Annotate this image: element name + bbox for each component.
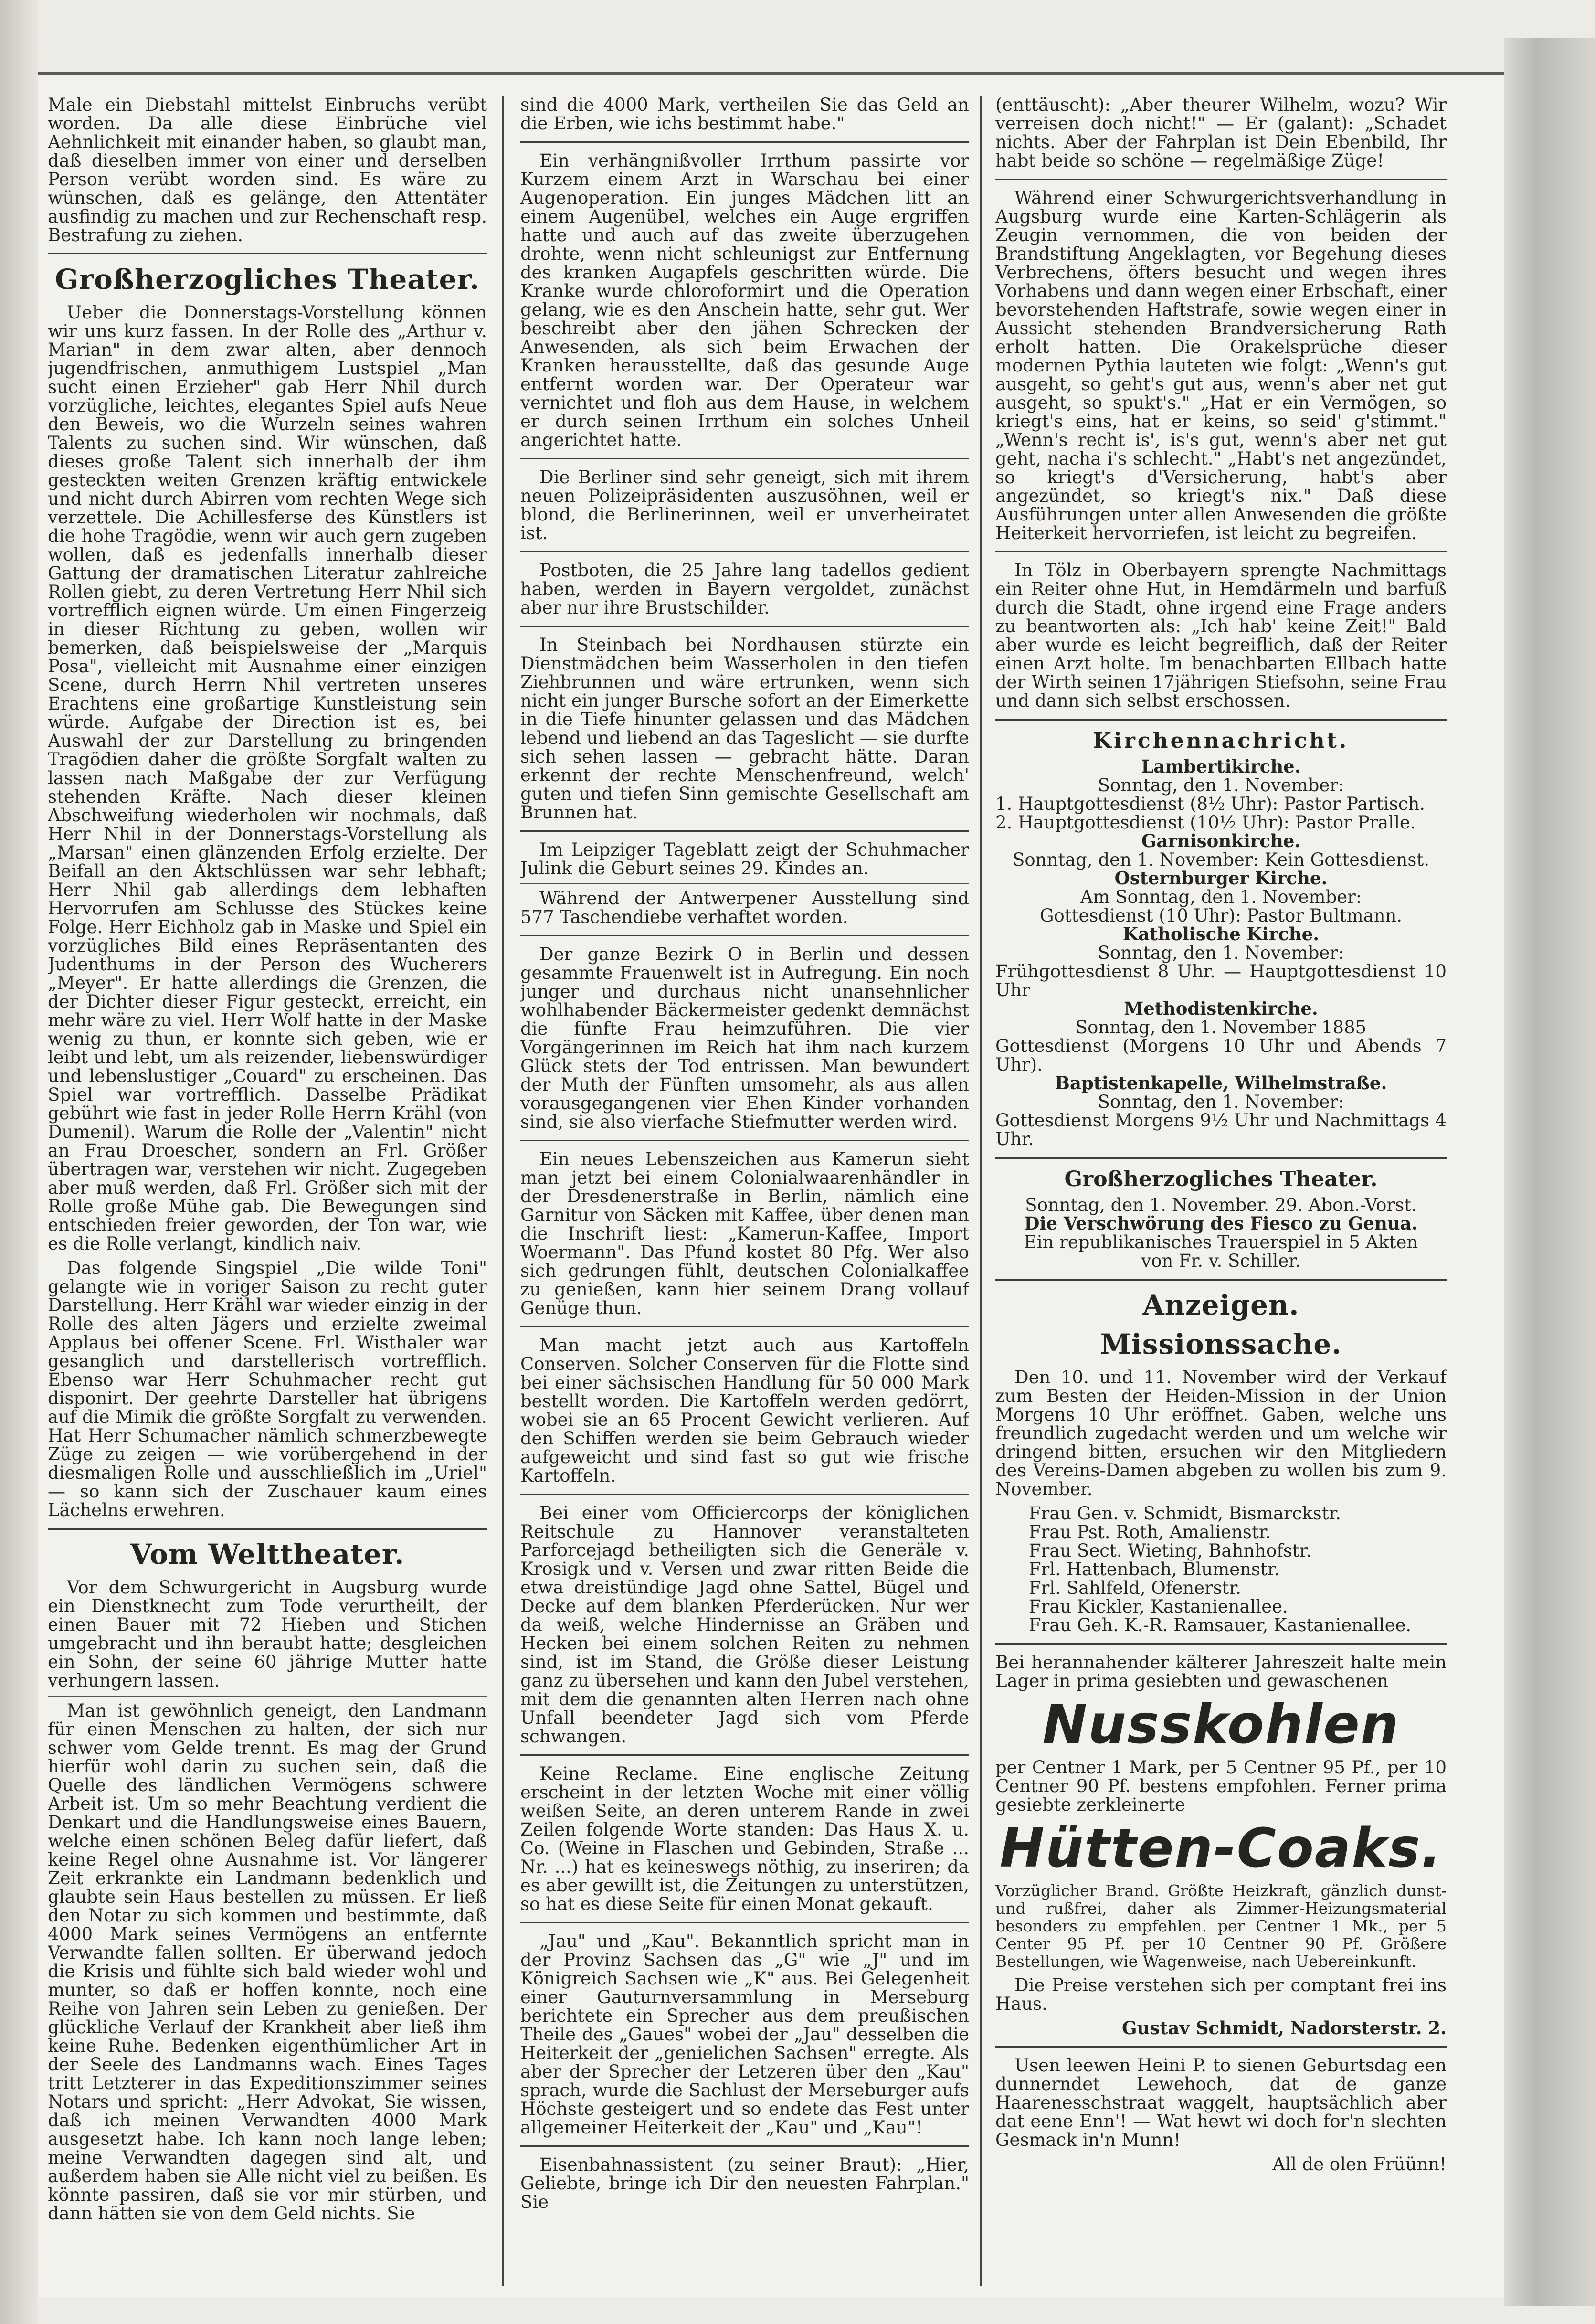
ad-heading-missionssache: Missionssache. [1100, 1328, 1342, 1360]
article-kamerun: Ein neues Lebenszeichen aus Kamerun sieht man jetzt bei einem Colonialwaarenhändler in der Dresdenerstraße in Berlin, nämlich eine Garnitur von Säcken mit Kaffee, über denen man die Inschrift liest: „Kamerun-Kaffee, Import Woermann". Das Pfund kostet 80 Pfg. Wer also sich gedrungen fühlt, deutschen Colonialkaffee zu genießen, kann hier seinem Drang vollauf Genüge thun. [520, 1149, 969, 1318]
divider [520, 830, 969, 832]
mission-address: Frl. Hattenbach, Blumenstr. [1029, 1559, 1280, 1580]
mission-address: Frau Gen. v. Schmidt, Bismarckstr. [1029, 1503, 1341, 1524]
article-landmann: Man ist gewöhnlich geneigt, den Landmann für einen Menschen zu halten, der sich nur schwer vom Gelde trennt. Es mag der Grund hierfür wohl darin zu suchen sein, daß die Quelle des ländlichen Vermögens schwere Arbeit ist. Um so mehr Beachtung verdient die Denkart und die Handlungsweise eines Bauern, welche einen schönen Beleg dafür liefert, daß keine Regel ohne Ausnahme ist. Vor längerer Zeit erkrankte ein Landmann bedenklich und glaubte sein Haus bestellen zu müssen. Er ließ den Notar zu sich kommen und bestimmte, daß 4000 Mark seines Vermögens an entfernte Verwandte fallen sollten. Er überwand jedoch die Krisis und fühlte sich bald wieder wohl und munter, so daß er hoffen konnte, noch eine Reihe von Jahren sein Leben zu genießen. Der glückliche Verlauf der Krankheit aber ließ ihm keine Ruhe. Bedenken eigenthümlicher Art in der Seele des Landmanns wach. Eines Tages tritt Letzterer in das Expeditionszimmer seines Notars und spricht: „Herr Advokat, Sie wissen, daß ich meinen Verwandten 4000 Mark ausgesetzt habe. Ich kann noch lange leben; meine Verwandten dagegen sind alt, und außerdem haben sie Alle nicht viel zu beißen. Es könnte passiren, daß sie vor mir stürben, und dann hätten sie von dem Geld nichts. Sie [48, 1700, 487, 2224]
mission-address: Frau Pst. Roth, Amalienstr. [1029, 1522, 1271, 1542]
mission-address: Frau Geh. K.-R. Ramsauer, Kastanienallee. [1029, 1615, 1412, 1635]
article-dienstmaedchen: In Steinbach bei Nordhausen stürzte ein Dienstmädchen beim Wasserholen in den tiefen Ziehbrunnen und wäre ertrunken, wenn sich nicht ein junger Bursche sofort an der Eimerkette in die Tiefe hinunter gelassen und das Mädchen lebend und liebend an das Tageslicht — sie durfte sich sehen lassen — gebracht hätte. Daran erkennt der rechte Menschenfreund, welch' guten und tiefen Sinn gemischte Gesellschaft am Brunnen hat. [520, 635, 969, 823]
ad-title-huetten-coaks: Hütten-Coaks. [999, 1817, 1443, 1879]
article-reclame: Keine Reclame. Eine englische Zeitung erscheint in der letzten Woche mit einer völlig weißen Seite, an deren unterem Rande in zwei Zeilen folgende Worte standen: Das Haus X. u. Co. (Weine in Flaschen und Gebinden, Straße ... Nr. ...) hat es keineswegs nöthig, zu inseriren; da es aber gewillt ist, die Zeitungen zu unterstützen, so hat es diese Seite für einen Monat gekauft. [520, 1763, 969, 1914]
church-line: 2. Hauptgottesdienst (10½ Uhr): Pastor Pralle. [995, 812, 1416, 833]
mission-address: Frl. Sahlfeld, Ofenerstr. [1029, 1578, 1241, 1598]
church-entry [995, 869, 1447, 925]
church-entry [995, 999, 1447, 1074]
column-separator [502, 96, 504, 2286]
church-line: Sonntag, den 1. November: [1098, 775, 1344, 796]
column-1 [48, 96, 487, 2286]
article-eisenbahnassistent: Eisenbahnassistent (zu seiner Braut): „Hier, Geliebte, bringe ich Dir den neuesten Fahrplan." Sie [520, 2154, 969, 2212]
church-entry [995, 925, 1447, 999]
divider [520, 883, 969, 884]
divider [520, 551, 969, 552]
ad-heini-greeting: Usen leewen Heini P. to sienen Geburtsdag een dunnerndet Lewehoch, dat de ganze Haarenesschstraat waggelt, hauptsächlich aber dat eene Enn'! — Wat hewt wi doch for'n slechten Gesmack in'n Munn! [995, 2055, 1447, 2150]
divider [520, 1922, 969, 1923]
page-edge [1504, 38, 1595, 2306]
divider [995, 1643, 1447, 1645]
top-rule [38, 72, 1504, 75]
ad-heini-signature: All de olen Früünn! [1272, 2154, 1447, 2175]
church-entry [995, 1074, 1447, 1148]
mission-address: Frau Sect. Wieting, Bahnhofstr. [1029, 1540, 1312, 1561]
ad-kohlen-text: per Centner 1 Mark, per 5 Centner 95 Pf., per 10 Centner 90 Pf. bestens empfohlen. Ferner prima gesiebte zerkleinerte [995, 1757, 1447, 1815]
church-name: Katholische Kirche. [1122, 923, 1320, 944]
article-eisenbahn-cont: (enttäuscht): „Aber theurer Wilhelm, wozu? Wir verreisen doch nicht!" — Er (galant): „Schadet nichts. Aber der Fahrplan ist Dein Ebenbild, Ihr habt beide so schöne — regelmäßige Züge! [995, 96, 1447, 171]
theater-date: Sonntag, den 1. November. 29. Abon.-Vorst. [1025, 1195, 1417, 1215]
church-name: Methodistenkirche. [1124, 998, 1318, 1019]
church-line: Sonntag, den 1. November: [1098, 1092, 1344, 1112]
ad-coaks-price: Die Preise verstehen sich per comptant frei ins Haus. [995, 1975, 1447, 2014]
divider [520, 1494, 969, 1495]
article-theater-review-2: Das folgende Singspiel „Die wilde Toni" gelangte wie in voriger Saison zu recht guter Darstellung. Herr Krähl war wieder einzig in der Rolle des alten Jägers und erzielte zweimal Applaus bei offener Scene. Frl. Wisthaler war gesanglich und darstellerisch vortrefflich. Ebenso war Herr Schuhmacher recht gut disponirt. Der geehrte Darsteller hat übrigens auf die Mimik die größte Sorgfalt zu verwenden. Hat Herr Schumacher nämlich schmerzbewegte Züge zu zeigen — wie vorübergehend in der diesmaligen Rolle und ausschließlich im „Uriel" — so kann sich der Zuschauer kaum eines Lächelns erwehren. [48, 1258, 487, 1520]
divider [520, 626, 969, 627]
section-heading-theater-program: Großherzogliches Theater. [1064, 1167, 1378, 1191]
church-name: Garnisonkirche. [1141, 830, 1301, 851]
ad-title-nusskohlen: Nusskohlen [1042, 1694, 1400, 1756]
divider [48, 253, 487, 255]
column-2 [520, 96, 969, 2286]
article-theater-review: Ueber die Donnerstags-Vorstellung können wir uns kurz fassen. In der Rolle des „Arthur v. Marian" in dem zwar alten, aber dennoch jugendfrischen, anmuthigem Lustspiel „Man sucht einen Erzieher" gab Herr Nhil durch vorzügliche, leichtes, elegantes Spiel aufs Neue den Beweis, wo die Wurzeln seines wahren Talents zu suchen sind. Wir wünschen, daß dieses große Talent sich innerhalb der ihm gesteckten weiten Grenzen kräftig entwickele und nicht durch Abirren vom rechten Wege sich verzettele. Die Achillesferse des Künstlers ist die hohe Tragödie, wenn wir auch gern zugeben wollen, daß es jedenfalls innerhalb dieser Gattung der dramatischen Literatur zahlreiche Rollen giebt, zu deren Vertretung Herr Nhil sich vortrefflich eignen würde. Um einen Fingerzeig in dieser Richtung zu geben, wollen wir bemerken, daß beispielsweise der „Marquis Posa", vielleicht mit Ausnahme einer einzigen Scene, durch Herrn Nhil vertreten unseres Erachtens eine großartige Kunstleistung sein würde. Aufgabe der Direction ist es, bei Auswahl der zur Darstellung zu bringenden Tragödien daher die größte Sorgfalt walten zu lassen nach Maßgabe der zur Verfügung stehenden Kräfte. Nach dieser kleinen Abschweifung wiederholen wir nochmals, daß Herr Nhil in der Donnerstags-Vorstellung als „Marsan" einen glänzenden Erfolg erzielte. Der Beifall an den Aktschlüssen war sehr lebhaft; Herr Nhil gab allerdings dem lebhaften Hervorrufen am Schlusse des Stückes keine Folge. Herr Eichholz gab in Maske und Spiel ein vorzügliches Bild eines Repräsentanten des Judenthums in der Person des Wucherers „Meyer". Er hatte allerdings die Grenzen, die der Dichter dieser Figur gesteckt, erreicht, ein mehr wäre zu viel. Herr Wolf hatte in der Maske wenig zu thun, er konnte sich geben, wie er leibt und lebt, um als reizender, liebenswürdiger und lebenslustiger „Couard" zu erscheinen. Das Spiel war vortrefflich. Dasselbe Prädikat gebührt wie fast in jeder Rolle Herrn Krähl (von Dumenil). Warum die Rolle der „Valentin" nicht an Frau Droescher, sondern an Frl. Größer übertragen war, verstehen wir nicht. Zugegeben aber muß werden, daß Frl. Größer sich mit der Rolle große Mühe gab. Die Bewegungen sind entschieden freier geworden, der Ton war, wie es die Rolle verlangt, kindlich naiv. [48, 302, 487, 1254]
divider [995, 1157, 1447, 1159]
article-kindes: Im Leipziger Tageblatt zeigt der Schuhmacher Julink die Geburt seines 29. Kindes an. [520, 839, 969, 879]
divider [520, 141, 969, 143]
church-line: Sonntag, den 1. November 1885 [1075, 1017, 1367, 1038]
divider [520, 935, 969, 936]
church-line: 1. Hauptgottesdienst (8½ Uhr): Pastor Partisch. [995, 794, 1426, 814]
ad-kohlen-intro: Bei herannahender kälterer Jahreszeit halte mein Lager in prima gesiebten und gewaschenen [995, 1652, 1447, 1691]
article-landmann-cont: sind die 4000 Mark, vertheilen Sie das Geld an die Erben, wie ichs bestimmt habe." [520, 96, 969, 134]
article-jau-kau: „Jau" und „Kau". Bekanntlich spricht man in der Provinz Sachsen das „G" wie „J" und im Königreich Sachsen wie „K" aus. Bei Gelegenheit einer Gauturnversammlung in Merseburg berichtete ein Sprecher aus dem preußischen Theile des „Gaues" wobei der „Jau" desselben die Heiterkeit der „genielichen Sachsen" erregte. Als aber der Sprecher der Letzeren über den „Kau" sprach, wurde die Sachlust der Merseburger aufs Höchste gesteigert und so endete das Fest unter allgemeiner Heiterkeit der „Kau" und „Kau"! [520, 1931, 969, 2138]
church-entry [995, 757, 1447, 832]
church-line: Frühgottesdienst 8 Uhr. — Hauptgottesdienst 10 Uhr [995, 961, 1447, 1000]
divider [995, 719, 1447, 721]
divider [520, 1326, 969, 1327]
article-postboten: Postboten, die 25 Jahre lang tadellos gedient haben, werden in Bayern vergoldet, zunächst aber nur ihre Brustschilder. [520, 560, 969, 618]
divider [48, 1528, 487, 1530]
article-berlin-o: Der ganze Bezirk O in Berlin und dessen gesammte Frauenwelt ist in Aufregung. Ein noch junger und durchaus nicht unansehnlicher wohlhabender Bäckermeister gedenkt demnächst die fünfte Frau heimzuführen. Die vier Vorgängerinnen im Reich hat ihm nach kurzem Glück stets der Tod entrissen. Man bewundert der Muth der Fünften umsomehr, als aus allen vorausgegangenen vier Ehen Kinder vorhanden sind, sie also vierfache Stiefmutter werden wird. [520, 944, 969, 1132]
divider [520, 1140, 969, 1141]
article-irrthum: Ein verhängnißvoller Irrthum passirte vor Kurzem einem Arzt in Warschau bei einer Augenoperation. Ein junges Mädchen litt an einem Augenübel, welches ein Auge ergriffen hatte und auch auf das zweite überzugehen drohte, wenn nicht schleunigst zur Entfernung des kranken Augapfels geschritten würde. Die Kranke wurde chloroformirt und die Operation gelang, wie es den Anschein hatte, sehr gut. Wer beschreibt aber den jähen Schrecken der Anwesenden, als sich beim Erwachen der Kranken herausstellte, daß das gesunde Auge entfernt worden war. Der Operateur war vernichtet und floh aus dem Hause, in welchem er durch seinen Irrthum ein solches Unheil angerichtet hatte. [520, 150, 969, 450]
section-heading-theater: Großherzogliches Theater. [55, 263, 480, 296]
church-line: Sonntag, den 1. November: [1098, 943, 1344, 963]
divider [520, 2145, 969, 2147]
church-line: Gottesdienst (10 Uhr): Pastor Bultmann. [1039, 905, 1403, 926]
church-name: Lambertikirche. [1141, 756, 1301, 777]
divider [520, 458, 969, 459]
article-kartoffeln: Man macht jetzt auch aus Kartoffeln Conserven. Solcher Conserven für die Flotte sind bei einer sächsischen Handlung für 50 000 Mark bestellt worden. Die Kartoffeln werden gedörrt, wobei sie an 65 Procent Gewicht verlieren. Auf den Schiffen werden sie beim Gebrauch wieder aufgeweicht und sind fast so gut wie frische Kartoffeln. [520, 1335, 969, 1486]
theater-play-author: von Fr. v. Schiller. [1141, 1251, 1301, 1271]
article-schwurgericht: Vor dem Schwurgericht in Augsburg wurde ein Dienstknecht zum Tode verurtheilt, der einen Bauer mit 72 Hieben und Stichen umgebracht und ihn beraubt hatte; desgleichen ein Sohn, der seine 60 jährige Mutter hatte verhungern lassen. [48, 1577, 487, 1691]
divider [995, 551, 1447, 552]
article-kartenschlaegerin: Während einer Schwurgerichtsverhandlung in Augsburg wurde eine Karten-Schlägerin als Zeugin vernommen, die von beiden der Brandstiftung Angeklagten, vor Begehung dieses Verbrechens, öfters besucht und wegen ihres Vorhabens und dann wegen einer Erbschaft, einer bevorstehenden Haftstrafe, sowie wegen einer in Aussicht stehenden Brandversicherung Rath erholt hatten. Die Orakelsprüche dieser modernen Pythia lauteten wie folgt: „Wenn's gut ausgeht, so geht's gut aus, wenn's aber net gut ausgeht, so spukt's." „Hat er ein Vermögen, so kriegt's eins, hat er keins, so seid' g'stimmt." „Wenn's recht is', is's gut, wenn's aber net gut geht, nacha i's schlecht." „Habt's net angezündet, so kriegt's d'Versicherung, habt's aber angezündet, so kriegt's nix." Daß diese Ausführungen unter allen Anwesenden die größte Heiterkeit hervorriefen, ist leicht zu begreifen. [995, 188, 1447, 543]
article-reiter: In Tölz in Oberbayern sprengte Nachmittags ein Reiter ohne Hut, in Hemdärmeln und barfuß durch die Stadt, ohne irgend eine Frage anders zu beantworten als: „Ich hab' keine Zeit!" Bald aber wurde es leicht begreiflich, daß der Reiter einen Arzt holte. Im benachbarten Ellbach hatte der Wirth seinen 17jährigen Stiefsohn, seine Frau und dann sich selbst erschossen. [995, 560, 1447, 711]
mission-address-list [995, 1504, 1447, 1634]
church-line: Sonntag, den 1. November: Kein Gottesdienst. [1013, 849, 1429, 870]
column-3 [995, 96, 1447, 2286]
church-line: Am Sonntag, den 1. November: [1080, 887, 1362, 907]
column-separator [980, 96, 982, 2286]
theater-play-subtitle: Ein republikanisches Trauerspiel in 5 Akten [1024, 1232, 1418, 1252]
divider [520, 1754, 969, 1756]
church-line: Gottesdienst Morgens 9½ Uhr und Nachmittags 4 Uhr. [995, 1110, 1447, 1149]
church-schedule [995, 757, 1447, 1148]
ad-signature-schmidt: Gustav Schmidt, Nadorsterstr. 2. [1121, 2017, 1447, 2038]
theater-play-title: Die Verschwörung des Fiesco zu Genua. [1024, 1213, 1418, 1234]
section-heading-kirchennachricht: Kirchennachricht. [1093, 729, 1349, 753]
divider [995, 179, 1447, 180]
section-heading-welttheater: Vom Welttheater. [130, 1538, 405, 1571]
church-entry [995, 832, 1447, 869]
ad-coaks-text: Vorzüglicher Brand. Größte Heizkraft, gänzlich dunst- und rußfrei, daher als Zimmer-Heizungsmaterial besonders zu empfehlen. per Centner 1 Mk., per 5 Center 95 Pf. per 10 Centner 90 Pf. Größere Bestellungen, wie Wagenweise, nach Uebereinkunft. [995, 1881, 1447, 1971]
divider [995, 2046, 1447, 2048]
article-taschendiebe: Während der Antwerpener Ausstellung sind 577 Taschendiebe verhaftet worden. [520, 888, 969, 927]
article-parforcejagd: Bei einer vom Officiercorps der königlichen Reitschule zu Hannover veranstalteten Parforcejagd betheiligten sich die Generäle v. Krosigk und v. Versen und zwar ritten Beide die etwa dreistündige Jagd ohne Sattel, Bügel und Decke auf dem blanken Pferderücken. Nur wer da weiß, welche Hindernisse an Gräben und Hecken bei einem solchen Reiten zu nehmen sind, ist im Stand, die Größe dieser Leistung ganz zu übersehen und kann den Jubel verstehen, mit dem die genannten alten Herren nach ohne Unfall beendeter Jagd sich vom Pferde schwangen. [520, 1503, 969, 1747]
church-line: Gottesdienst (Morgens 10 Uhr und Abends 7 Uhr). [995, 1036, 1447, 1075]
ad-mission-text: Den 10. und 11. November wird der Verkauf zum Besten der Heiden-Mission in der Union Morgens 10 Uhr eröffnet. Gaben, welche uns freundlich zugedacht werden und um welche wir dringend bitten, ersuchen wir den Mitgliedern des Vereins-Damen abgeben zu wollen bis zum 9. November. [995, 1367, 1447, 1499]
binding-shadow [0, 0, 38, 2324]
article-einbruch: Male ein Diebstahl mittelst Einbruchs verübt worden. Da alle diese Einbrüche viel Aehnlichkeit mit einander haben, so glaubt man, daß dieselben immer von einer und derselben Person verübt worden sind. Es wäre zu wünschen, daß es gelänge, den Attentäter ausfindig zu machen und zur Rechenschaft resp. Bestrafung zu ziehen. [48, 96, 487, 245]
article-berliner: Die Berliner sind sehr geneigt, sich mit ihrem neuen Polizeipräsidenten auszusöhnen, weil er blond, die Berlinerinnen, weil er unverheiratet ist. [520, 467, 969, 543]
divider [995, 1279, 1447, 1281]
divider [48, 1696, 487, 1697]
section-heading-anzeigen: Anzeigen. [1142, 1289, 1299, 1321]
mission-address: Frau Kickler, Kastanienallee. [1029, 1596, 1288, 1617]
church-name: Osternburger Kirche. [1114, 868, 1328, 889]
church-name: Baptistenkapelle, Wilhelmstraße. [1055, 1072, 1387, 1093]
